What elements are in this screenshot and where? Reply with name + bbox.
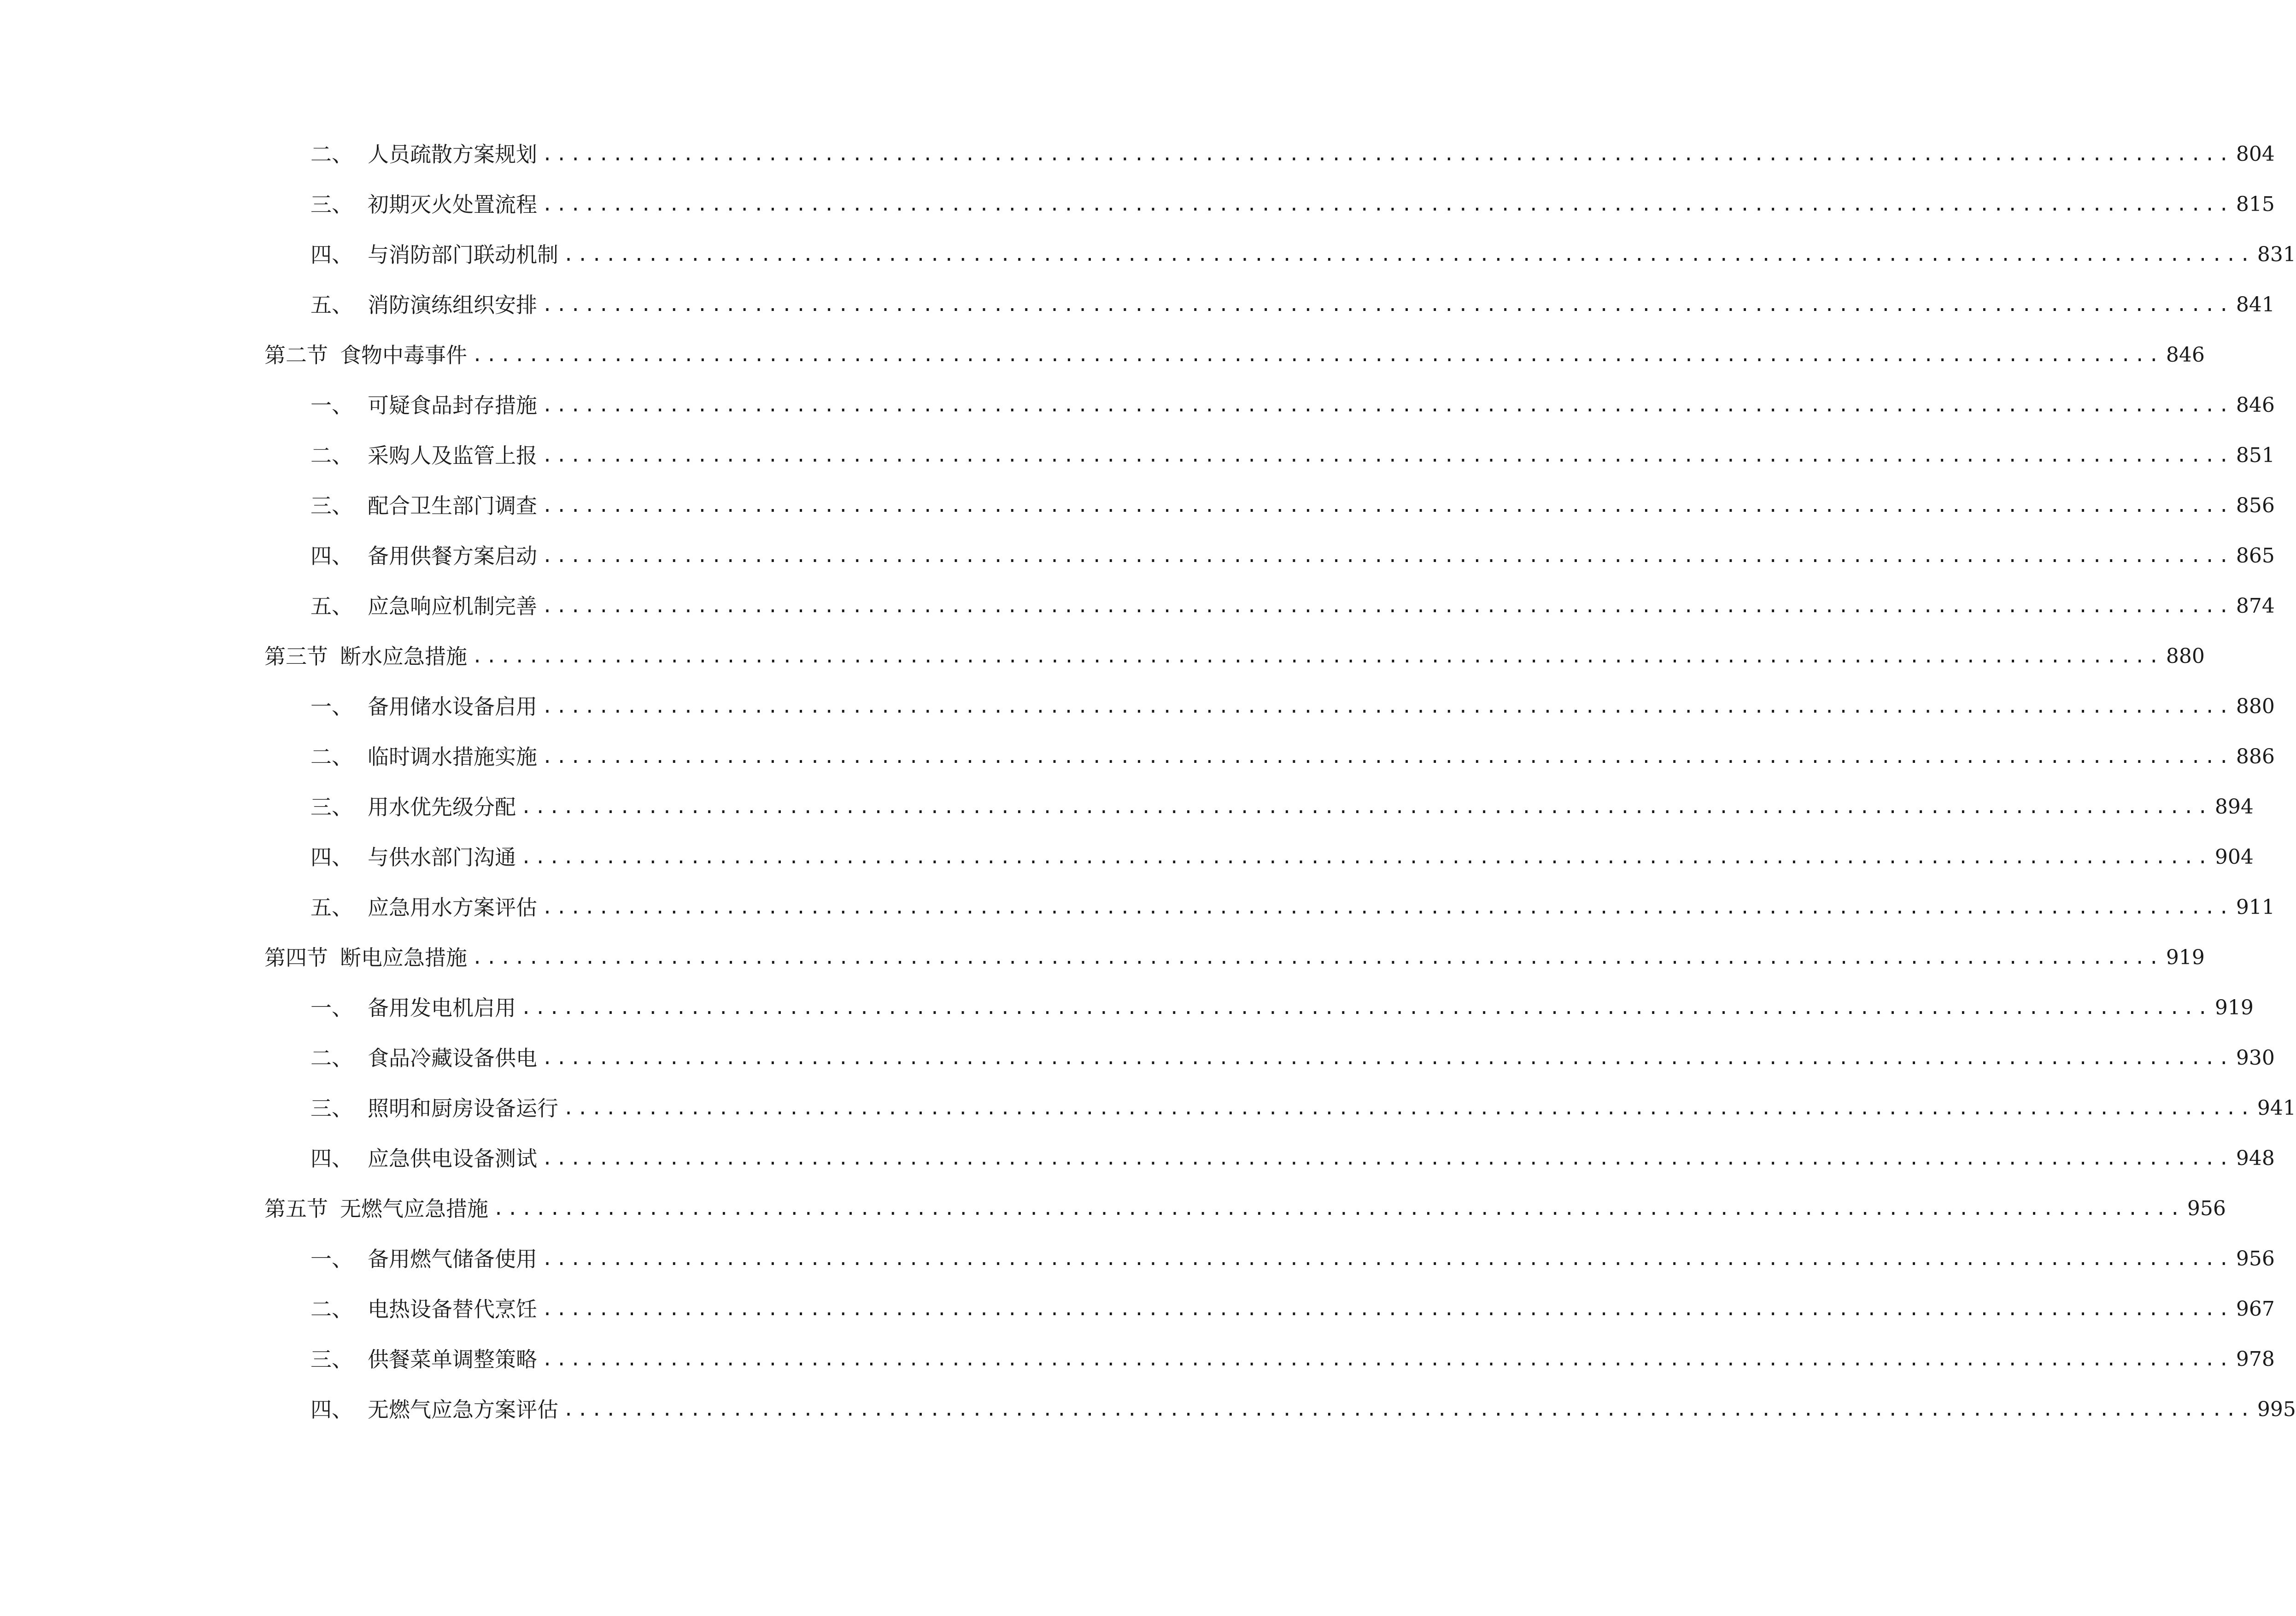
toc-entry-title: 可疑食品封存措施 <box>368 393 537 418</box>
toc-entry[interactable] <box>310 1341 2275 1378</box>
toc-entry-number: 三、 <box>310 192 353 217</box>
toc-entry-title: 与供水部门沟通 <box>368 845 516 870</box>
toc-entry[interactable] <box>310 839 2254 876</box>
toc-entry-number: 二、 <box>310 142 353 167</box>
toc-entry-number: 二、 <box>310 1046 353 1071</box>
toc-entry-title: 用水优先级分配 <box>368 795 516 820</box>
toc-dot-leader: ........................................................................................................................ <box>542 746 2232 767</box>
toc-entry-page: 904 <box>2214 845 2254 869</box>
toc-entry-title: 配合卫生部门调查 <box>368 493 537 518</box>
toc-dot-leader: ........................................................................................................................ <box>521 997 2211 1019</box>
toc-entry-title: 应急用水方案评估 <box>368 895 537 920</box>
toc-entry-number: 一、 <box>310 995 353 1020</box>
toc-dot-leader: ........................................................................................................................ <box>521 847 2211 868</box>
toc-entry[interactable] <box>310 186 2275 223</box>
toc-entry[interactable] <box>310 287 2275 323</box>
toc-entry-page: 880 <box>2236 695 2275 718</box>
toc-dot-leader: ........................................................................................................................ <box>542 897 2232 918</box>
toc-entry[interactable] <box>310 236 2296 273</box>
toc-entry-title: 临时调水措施实施 <box>368 744 537 769</box>
toc-entry-number: 第三节 <box>264 644 328 669</box>
toc-dot-leader: ........................................................................................................................ <box>493 1198 2184 1219</box>
toc-entry-number: 三、 <box>310 1347 353 1372</box>
toc-entry-page: 956 <box>2236 1247 2275 1271</box>
toc-entry-title: 供餐菜单调整策略 <box>368 1347 537 1372</box>
toc-entry-page: 919 <box>2214 996 2254 1019</box>
toc-entry-title: 电热设备替代烹饪 <box>368 1297 537 1322</box>
toc-dot-leader: ........................................................................................................................ <box>542 495 2232 516</box>
toc-entry[interactable] <box>310 688 2275 725</box>
toc-entry[interactable] <box>310 789 2254 826</box>
toc-dot-leader: ........................................................................................................................ <box>542 445 2232 466</box>
toc-entry[interactable] <box>310 387 2275 424</box>
toc-dot-leader: ........................................................................................................................ <box>542 294 2232 316</box>
toc-entry-page: 856 <box>2236 494 2275 517</box>
toc-entry[interactable] <box>310 990 2254 1026</box>
toc-dot-leader: ........................................................................................................................ <box>542 696 2232 717</box>
toc-dot-leader: ........................................................................................................................ <box>472 646 2162 667</box>
toc-entry-number: 四、 <box>310 845 353 870</box>
toc-entry[interactable] <box>310 1241 2275 1277</box>
toc-entry[interactable] <box>310 538 2275 574</box>
toc-entry-title: 人员疏散方案规划 <box>368 142 537 167</box>
toc-dot-leader: ........................................................................................................................ <box>542 545 2232 567</box>
toc-section-entry[interactable] <box>264 337 2205 374</box>
toc-entry-number: 第四节 <box>264 945 328 970</box>
toc-entry-title: 照明和厨房设备运行 <box>368 1096 558 1121</box>
toc-entry-title: 应急供电设备测试 <box>368 1146 537 1171</box>
toc-entry-page: 948 <box>2236 1147 2275 1170</box>
toc-entry-page: 865 <box>2236 544 2275 568</box>
toc-entry-page: 874 <box>2236 594 2275 618</box>
toc-entry-page: 851 <box>2236 444 2275 467</box>
toc-entry-title: 应急响应机制完善 <box>368 594 537 619</box>
toc-dot-leader: ........................................................................................................................ <box>563 1399 2254 1420</box>
toc-entry-page: 978 <box>2236 1347 2275 1371</box>
toc-entry[interactable] <box>310 1140 2275 1177</box>
toc-entry-page: 841 <box>2236 293 2275 316</box>
toc-entry-number: 四、 <box>310 544 353 568</box>
toc-entry-title: 备用储水设备启用 <box>368 694 537 719</box>
toc-entry[interactable] <box>310 1291 2275 1328</box>
toc-entry-number: 三、 <box>310 493 353 518</box>
toc-entry-number: 第二节 <box>264 343 328 368</box>
toc-entry-number: 三、 <box>310 1096 353 1121</box>
toc-entry-title: 无燃气应急方案评估 <box>368 1397 558 1422</box>
toc-entry-title: 备用燃气储备使用 <box>368 1247 537 1271</box>
toc-entry-page: 846 <box>2236 393 2275 417</box>
toc-entry-number: 一、 <box>310 694 353 719</box>
toc-dot-leader: ........................................................................................................................ <box>472 947 2162 968</box>
toc-entry-page: 815 <box>2236 193 2275 216</box>
toc-entry-page: 886 <box>2236 745 2275 768</box>
toc-dot-leader: ........................................................................................................................ <box>542 1299 2232 1320</box>
toc-entry[interactable] <box>310 889 2275 926</box>
toc-entry-title: 消防演练组织安排 <box>368 293 537 317</box>
toc-entry-number: 二、 <box>310 1297 353 1322</box>
toc-section-entry[interactable] <box>264 1190 2226 1227</box>
toc-entry-page: 911 <box>2236 896 2275 919</box>
toc-entry-number: 四、 <box>310 1397 353 1422</box>
toc-entry[interactable] <box>310 487 2275 524</box>
toc-entry[interactable] <box>310 1040 2275 1077</box>
toc-entry-number: 第五节 <box>264 1196 328 1221</box>
toc-entry-title: 无燃气应急措施 <box>340 1196 488 1221</box>
toc-dot-leader: ........................................................................................................................ <box>542 1048 2232 1069</box>
toc-entry-number: 五、 <box>310 895 353 920</box>
toc-dot-leader: ........................................................................................................................ <box>542 1248 2232 1270</box>
toc-entry-title: 食品冷藏设备供电 <box>368 1046 537 1071</box>
toc-entry-page: 995 <box>2257 1398 2296 1421</box>
toc-entry-page: 804 <box>2236 142 2275 166</box>
toc-entry[interactable] <box>310 437 2275 474</box>
toc-entry-title: 断水应急措施 <box>340 644 467 669</box>
toc-entry-page: 967 <box>2236 1297 2275 1321</box>
toc-dot-leader: ........................................................................................................................ <box>542 596 2232 617</box>
toc-entry-number: 一、 <box>310 1247 353 1271</box>
toc-entry-number: 三、 <box>310 795 353 820</box>
toc-entry-number: 四、 <box>310 1146 353 1171</box>
toc-entry[interactable] <box>310 588 2275 625</box>
toc-entry-page: 894 <box>2214 795 2254 819</box>
toc-entry-title: 备用供餐方案启动 <box>368 544 537 568</box>
toc-entry-title: 初期灭火处置流程 <box>368 192 537 217</box>
toc-entry[interactable] <box>310 1090 2296 1127</box>
toc-entry-page: 919 <box>2166 946 2205 969</box>
toc-dot-leader: ........................................................................................................................ <box>472 345 2162 366</box>
toc-dot-leader: ........................................................................................................................ <box>563 244 2254 265</box>
toc-dot-leader: ........................................................................................................................ <box>542 194 2232 215</box>
toc-entry-number: 一、 <box>310 393 353 418</box>
toc-entry-title: 备用发电机启用 <box>368 995 516 1020</box>
toc-entry-page: 846 <box>2166 343 2205 367</box>
toc-entry-title: 采购人及监管上报 <box>368 443 537 468</box>
toc-entry-page: 930 <box>2236 1046 2275 1070</box>
toc-dot-leader: ........................................................................................................................ <box>542 1148 2232 1169</box>
toc-entry-number: 二、 <box>310 443 353 468</box>
toc-entry-title: 食物中毒事件 <box>340 343 467 368</box>
toc-entry[interactable] <box>310 1391 2296 1428</box>
toc-entry-page: 831 <box>2257 243 2296 266</box>
toc-dot-leader: ........................................................................................................................ <box>521 796 2211 818</box>
toc-entry-title: 与消防部门联动机制 <box>368 242 558 267</box>
toc-entry-page: 956 <box>2187 1197 2226 1220</box>
toc-entry-number: 五、 <box>310 594 353 619</box>
toc-entry-title: 断电应急措施 <box>340 945 467 970</box>
toc-entry[interactable] <box>310 136 2275 173</box>
toc-entry-number: 五、 <box>310 293 353 317</box>
toc-dot-leader: ........................................................................................................................ <box>542 1349 2232 1370</box>
toc-entry[interactable] <box>310 738 2275 775</box>
toc-entry-number: 二、 <box>310 744 353 769</box>
toc-section-entry[interactable] <box>264 939 2205 976</box>
toc-dot-leader: ........................................................................................................................ <box>542 395 2232 416</box>
toc-entry-number: 四、 <box>310 242 353 267</box>
toc-dot-leader: ........................................................................................................................ <box>542 144 2232 165</box>
toc-entry-page: 880 <box>2166 644 2205 668</box>
toc-section-entry[interactable] <box>264 638 2205 675</box>
toc-entry-page: 941 <box>2257 1096 2296 1120</box>
toc-dot-leader: ........................................................................................................................ <box>563 1098 2254 1119</box>
